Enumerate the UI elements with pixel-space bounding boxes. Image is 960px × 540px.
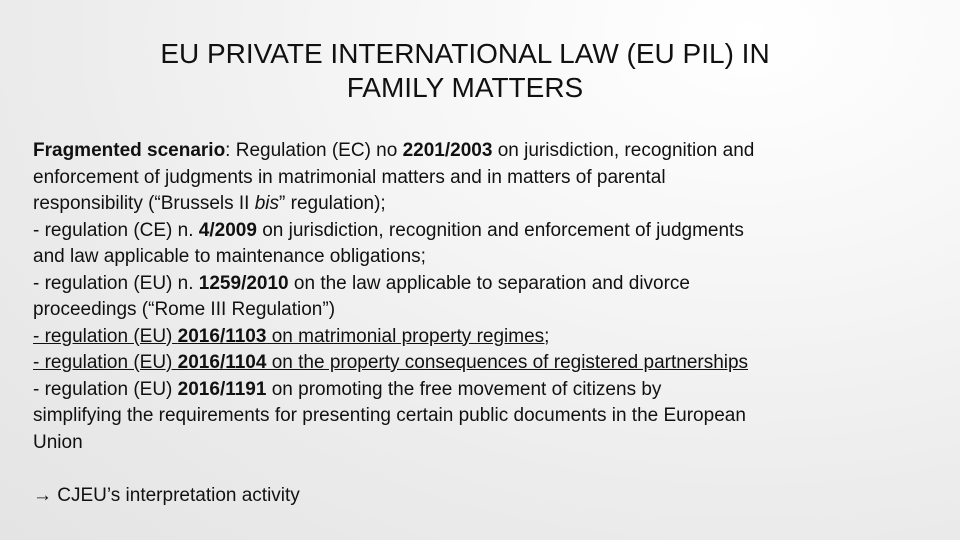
reg2-number: 4/2009	[198, 219, 257, 241]
reg5-prefix: - regulation (EU)	[33, 352, 178, 373]
reg6-number: 2016/1191	[177, 378, 267, 400]
intro-line	[33, 138, 933, 165]
reg5-text: on the property consequences of registered partnerships	[266, 352, 749, 373]
intro-colon-text: : Regulation (EC) no	[225, 140, 403, 161]
reg1-text-c2: ” regulation);	[279, 193, 386, 214]
reg2-text-b: and law applicable to maintenance obligations;	[33, 246, 426, 267]
reg3-text-b: proceedings (“Rome III Regulation”)	[33, 299, 336, 320]
reg5-number: 2016/1104	[177, 352, 267, 373]
cjeu-text: CJEU’s interpretation activity	[52, 484, 300, 506]
reg1-text-b: enforcement of judgments in matrimonial matters and in matters of parental	[33, 166, 666, 188]
slide-title-line-2: FAMILY MATTERS	[346, 72, 584, 103]
reg4-number: 2016/1103	[177, 325, 267, 347]
reg3-prefix: - regulation (EU) n.	[33, 272, 199, 294]
reg4-text: on matrimonial property regimes;	[266, 325, 550, 347]
intro-label: Fragmented scenario	[33, 140, 226, 161]
reg6-text-b: simplifying the requirements for presenting certain public documents in the European	[33, 405, 746, 426]
reg1-text-a: on jurisdiction, recognition and	[492, 140, 755, 161]
arrow-right-icon: →	[33, 484, 52, 506]
reg2-line-2	[33, 244, 933, 271]
reg3-number: 1259/2010	[198, 272, 289, 294]
reg5-link[interactable]	[33, 350, 933, 377]
reg3-line-1	[33, 271, 933, 298]
reg2-text-a: on jurisdiction, recognition and enforcement of judgments	[256, 219, 744, 241]
reg1-italic-bis: bis	[254, 193, 280, 214]
cjeu-line	[33, 483, 933, 510]
reg2-prefix: - regulation (CE) n.	[33, 219, 199, 241]
reg6-line-3	[33, 430, 933, 457]
reg1-line-2	[33, 165, 933, 192]
reg6-line-2	[33, 403, 933, 430]
reg6-prefix: - regulation (EU)	[33, 378, 178, 400]
reg6-line-1	[33, 377, 933, 404]
reg3-line-2	[33, 297, 933, 324]
reg1-line-3	[33, 191, 933, 218]
reg6-text-c: Union	[33, 431, 83, 453]
slide-title	[90, 37, 840, 105]
reg1-text-c1: responsibility (“Brussels II	[33, 193, 255, 214]
slide-title-line-1: EU PRIVATE INTERNATIONAL LAW (EU PIL) IN	[160, 38, 770, 69]
reg3-text-a: on the law applicable to separation and divorce	[288, 272, 690, 294]
reg2-line-1	[33, 218, 933, 245]
blank-line	[33, 456, 933, 483]
reg4-link[interactable]	[33, 324, 933, 351]
reg1-number: 2201/2003	[402, 140, 493, 161]
reg6-text-a: on promoting the free movement of citizens by	[266, 378, 662, 400]
slide-body	[33, 138, 933, 509]
reg4-prefix: - regulation (EU)	[33, 325, 178, 347]
